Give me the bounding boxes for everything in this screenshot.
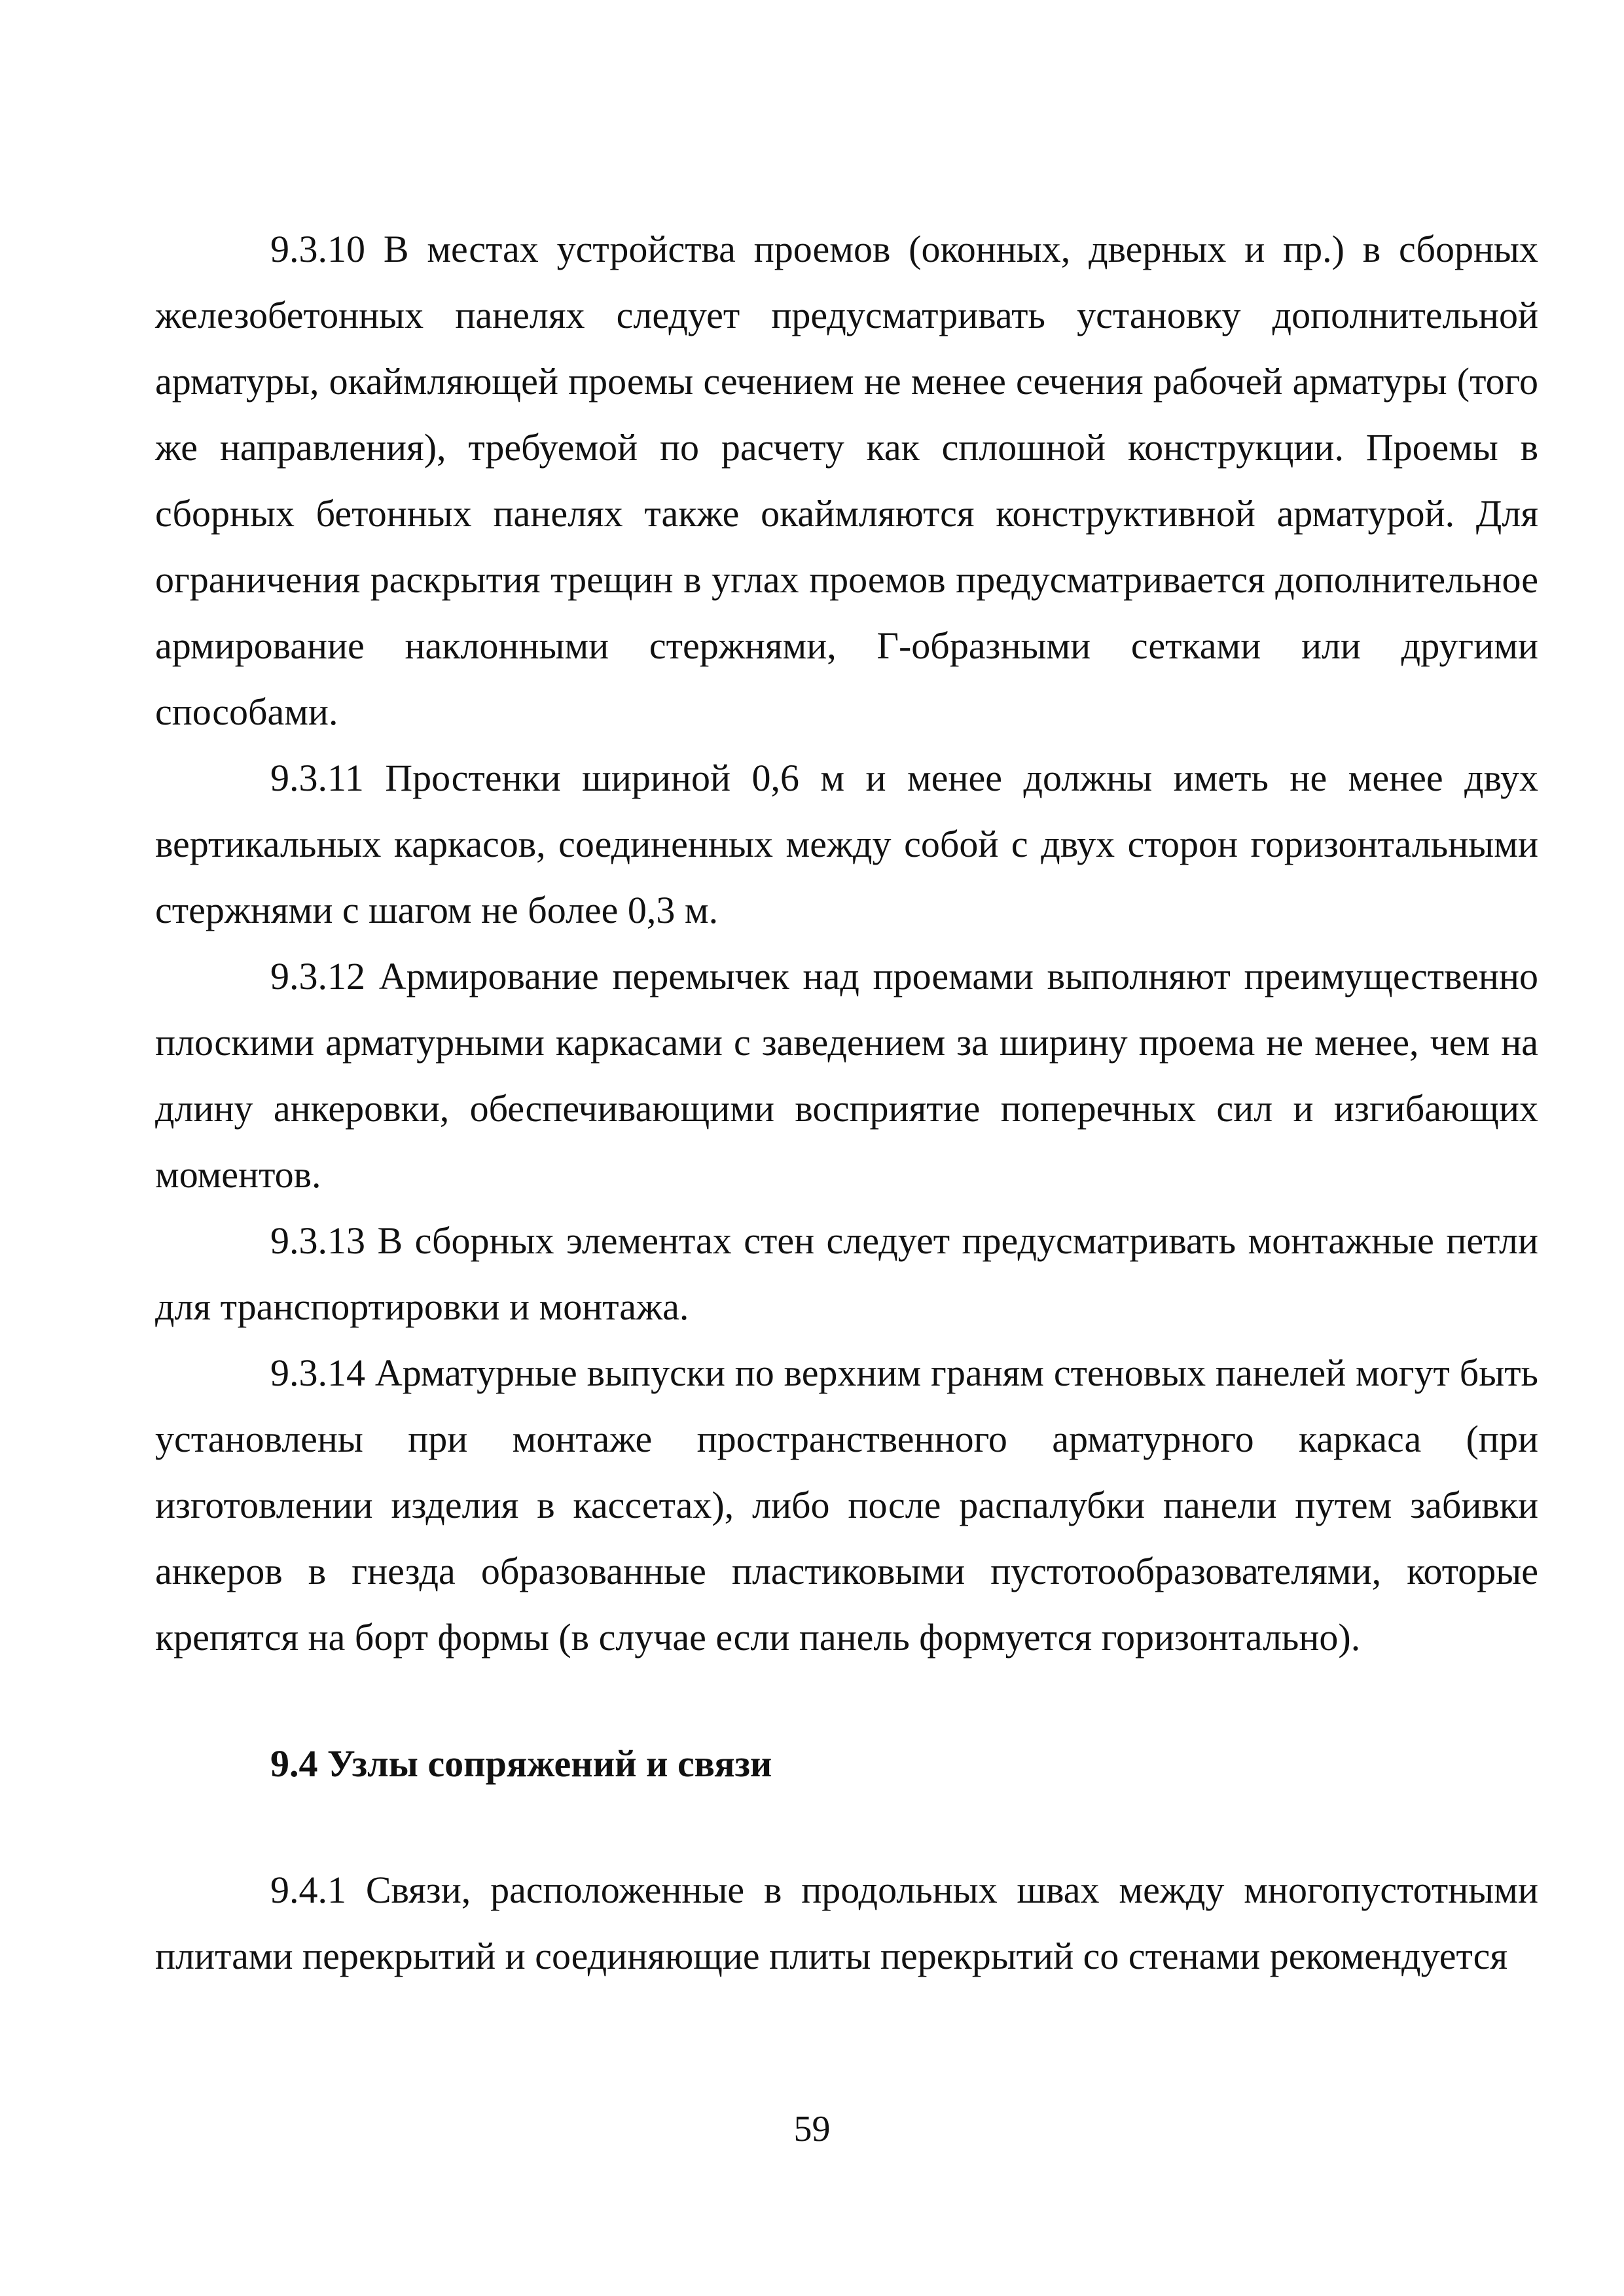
paragraph-9-4-1: 9.4.1 Связи, расположенные в продольных швах между многопустотными плитами перекрытий и соединяющие плиты перекрытий со стенами рекомендуется	[155, 1869, 1538, 1977]
paragraph-9-3-10: 9.3.10 В местах устройства проемов (оконных, дверных и пр.) в сборных железобетонных панелях следует предусматривать установку дополнительной арматуры, окаймляющей проемы сечением не менее сечения рабочей арматуры (того же направления), требуемой по расчету как сплошной конструкции. Проемы в сборных бетонных панелях также окаймляются конструктивной арматурой. Для ограничения раскрытия трещин в углах проемов предусматривается дополнительное армирование наклонными стержнями, Г-образными сетками или другими способами.	[155, 228, 1538, 733]
page-number: 59	[793, 2109, 831, 2149]
section-heading: 9.4 Узлы сопряжений и связи	[270, 1742, 772, 1785]
paragraph-9-3-14: 9.3.14 Арматурные выпуски по верхним граням стеновых панелей могут быть установлены при монтаже пространственного арматурного каркаса (при изготовлении изделия в кассетах), либо после распалубки панели путем забивки анкеров в гнезда образованные пластиковыми пустотообразователями, которые крепятся на борт формы (в случае если панель формуется горизонтально).	[155, 1352, 1538, 1659]
paragraph-9-3-11: 9.3.11 Простенки шириной 0,6 м и менее должны иметь не менее двух вертикальных каркасов, соединенных между собой с двух сторон горизонтальными стержнями с шагом не более 0,3 м.	[155, 757, 1538, 931]
paragraph-9-3-13: 9.3.13 В сборных элементах стен следует предусматривать монтажные петли для транспортировки и монтажа.	[155, 1219, 1538, 1328]
body-text	[155, 216, 1538, 1989]
paragraph-9-3-12: 9.3.12 Армирование перемычек над проемами выполняют преимущественно плоскими арматурными каркасами с заведением за ширину проема не менее, чем на длину анкеровки, обеспечивающими восприятие поперечных сил и изгибающих моментов.	[155, 955, 1538, 1196]
